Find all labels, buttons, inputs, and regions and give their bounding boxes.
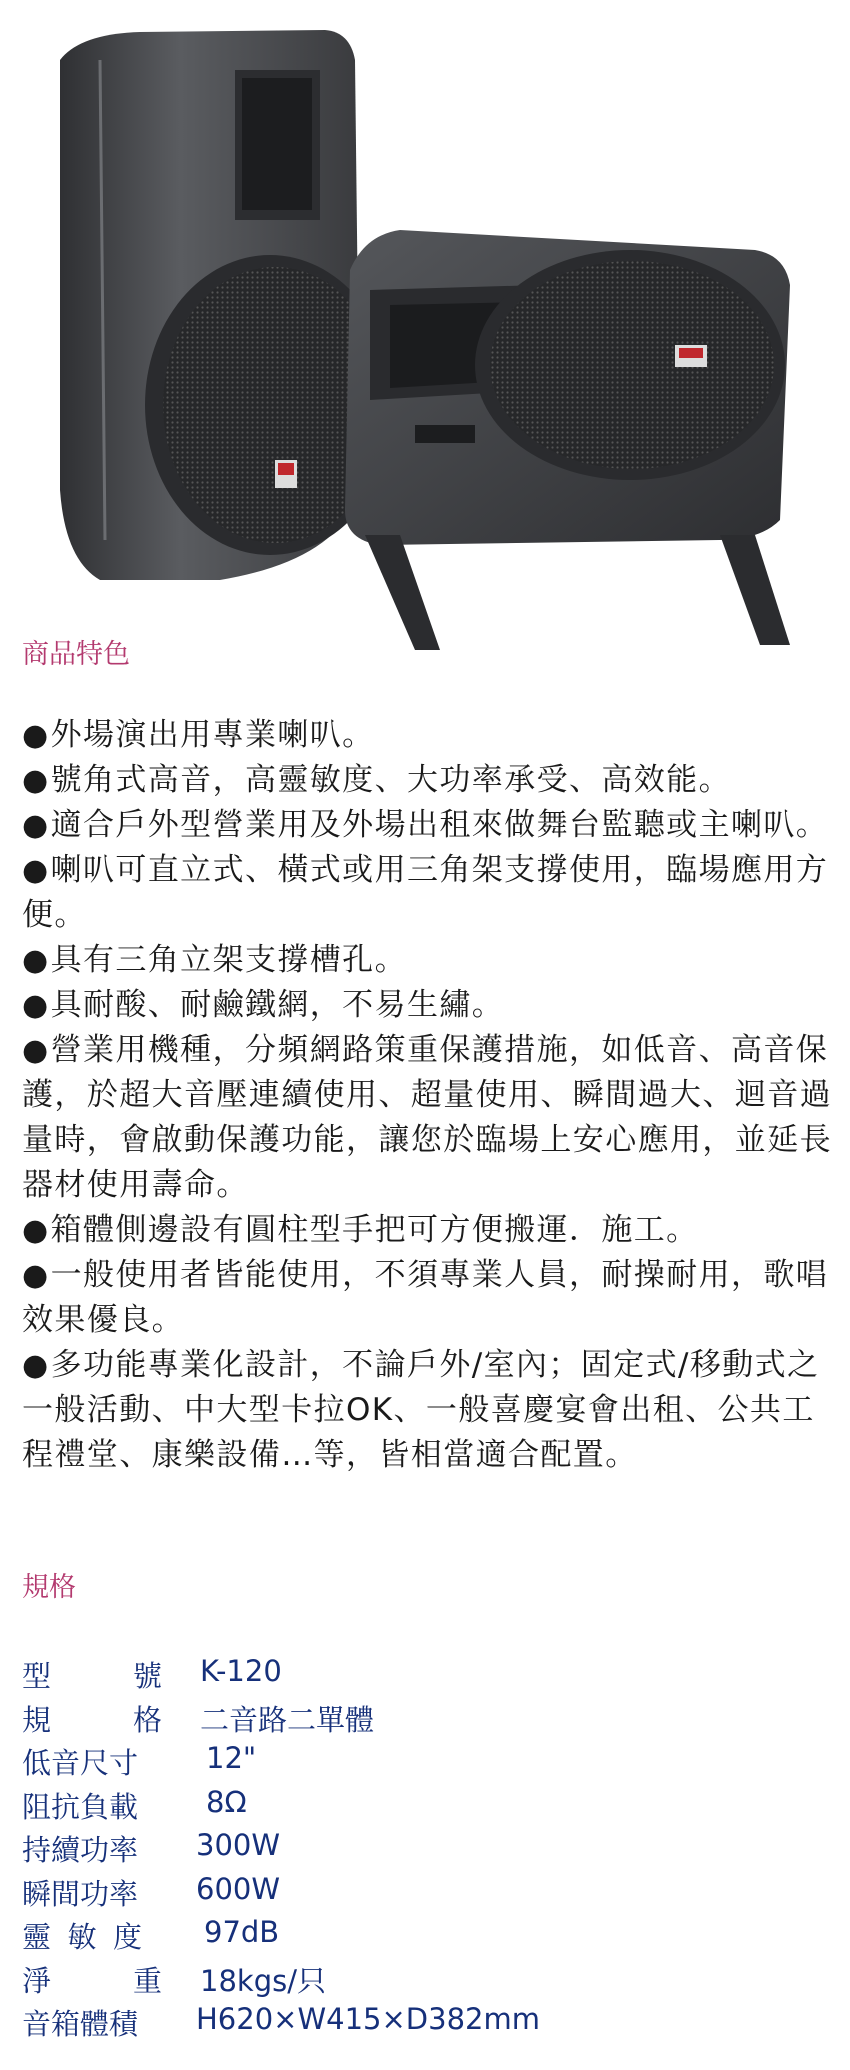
spec-value: 12" [206,1741,257,1775]
spec-label: 音箱體積 [22,2007,139,2041]
feature-text: 箱體側邊設有圓柱型手把可方便搬運．施工。 [50,1212,699,1248]
spec-value: 600W [196,1871,281,1906]
spec-label: 淨 重 [22,1963,162,1998]
feature-item [22,713,837,758]
feature-text: 具耐酸、耐鹼鐵網，不易生繡。 [50,987,505,1023]
spec-value: K-120 [200,1654,282,1688]
bullet-icon: ● [22,718,50,753]
spec-value: 二音路二單體 [200,1702,375,1737]
spec-value: 97dB [204,1915,280,1949]
spec-label: 瞬間功率 [22,1876,139,1911]
bullet-icon: ● [22,1213,50,1248]
spec-label: 規 格 [22,1702,162,1737]
feature-text: 適合戶外型營業用及外場出租來做舞台監聽或主喇叭。 [50,807,829,843]
feature-item [22,1208,837,1253]
spec-label: 低音尺寸 [22,1746,139,1780]
bullet-icon: ● [22,1258,50,1293]
features-section-title: 商品特色 [22,639,130,670]
spec-value: 8Ω [206,1784,247,1819]
feature-text: 具有三角立架支撐槽孔。 [50,942,407,978]
bullet-icon: ● [22,763,50,798]
product-photo [20,20,830,660]
specs-section-title: 規格 [22,1572,76,1603]
spec-label: 靈 敏 度 [22,1920,142,1954]
feature-item [22,938,837,983]
bullet-icon: ● [22,808,50,843]
feature-item [22,1028,837,1208]
feature-text: 喇叭可直立式、橫式或用三角架支撐使用，臨場應用方便。 [22,852,829,933]
feature-item [22,803,837,848]
features-list [22,713,837,1478]
bullet-icon: ● [22,988,50,1023]
monitor-speaker [345,230,790,650]
upright-speaker [60,30,395,580]
bullet-icon: ● [22,1348,50,1383]
bullet-icon: ● [22,1033,50,1068]
spec-label: 阻抗負載 [22,1789,139,1824]
feature-text: 一般使用者皆能使用，不須專業人員，耐操耐用，歌唱效果優良。 [22,1257,829,1338]
feature-item [22,758,837,803]
feature-text: 外場演出用專業喇叭。 [50,717,375,753]
feature-item [22,848,837,938]
feature-text: 營業用機種，分頻網路策重保護措施，如低音、高音保護，於超大音壓連續使用、超量使用、瞬間過大、迴音過量時，會啟動保護功能，讓您於臨場上安心應用，並延長器材使用壽命。 [22,1032,832,1203]
feature-item [22,1343,837,1478]
spec-label: 持續功率 [22,1833,139,1867]
feature-text: 號角式高音，高靈敏度、大功率承受、高效能。 [50,762,731,798]
spec-value: 18kgs/只 [200,1963,326,1998]
feature-item [22,1253,837,1343]
spec-label: 型 號 [22,1659,162,1693]
bullet-icon: ● [22,853,50,888]
spec-value: 300W [196,1828,281,1862]
bullet-icon: ● [22,943,50,978]
spec-value: H620×W415×D382mm [196,2002,540,2036]
feature-text: 多功能專業化設計，不論戶外/室內；固定式/移動式之一般活動、中大型卡拉OK、一般喜慶宴會出租、公共工程禮堂、康樂設備…等，皆相當適合配置。 [22,1347,820,1473]
feature-item [22,983,837,1028]
